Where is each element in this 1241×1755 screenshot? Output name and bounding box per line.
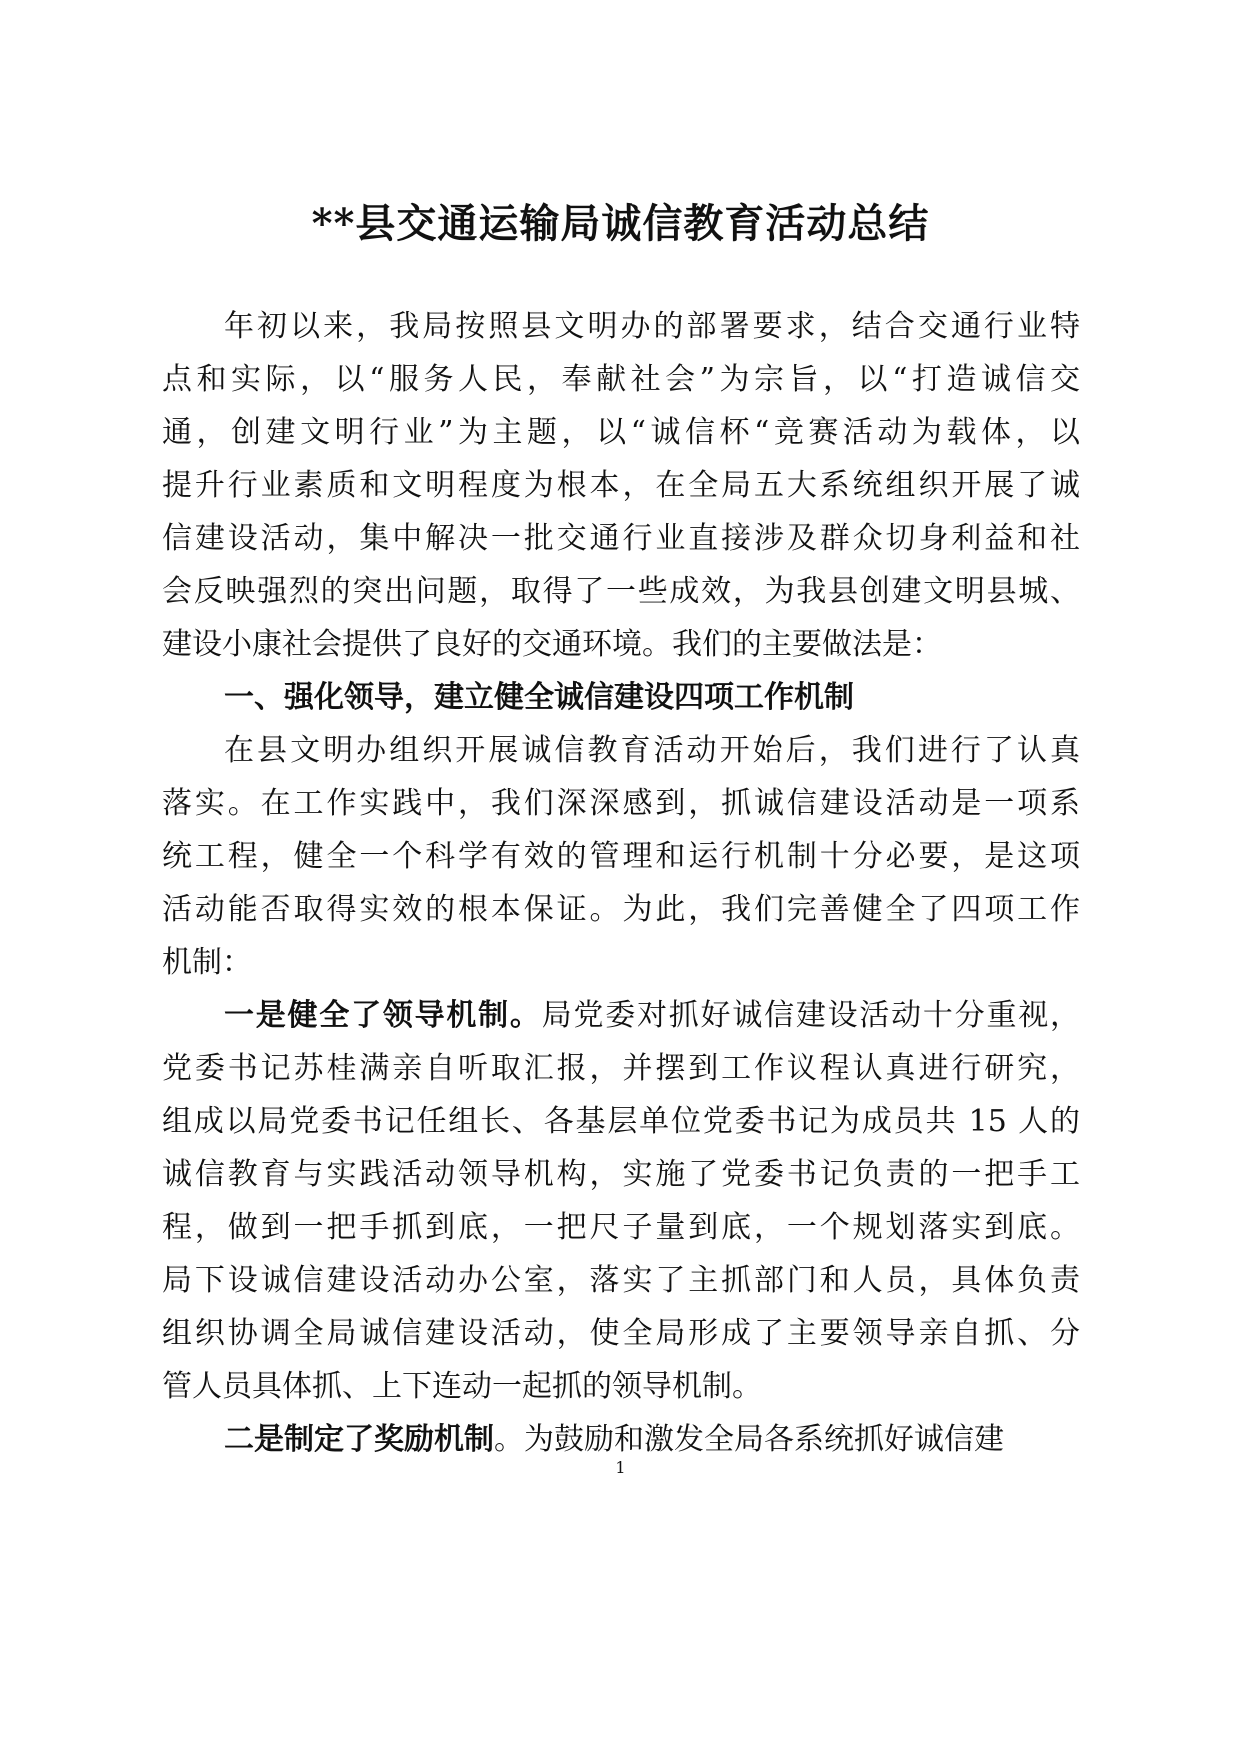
text-line (162, 724, 1080, 777)
text-line (162, 1095, 1080, 1148)
paragraph (162, 724, 1080, 989)
text-line (162, 353, 1080, 406)
text-line (162, 459, 1080, 512)
line-text: 一、强化领导，建立健全诚信建设四项工作机制 (224, 680, 854, 715)
page-number: 1 (615, 1458, 626, 1477)
line-text: 统工程，健全一个科学有效的管理和运行机制十分必要，是这项 (162, 839, 1080, 874)
line-text: 年初以来，我局按照县文明办的部署要求，结合交通行业特 (224, 309, 1080, 344)
text-line (162, 1201, 1080, 1254)
line-text: 党委书记苏桂满亲自听取汇报，并摆到工作议程认真进行研究， (162, 1051, 1080, 1086)
text-line (162, 1307, 1080, 1360)
text-line (162, 777, 1080, 830)
section-heading (162, 671, 1080, 724)
line-text: 在县文明办组织开展诚信教育活动开始后，我们进行了认真 (224, 733, 1080, 768)
line-text: 局党委对抓好诚信建设活动十分重视， (541, 998, 1081, 1033)
paragraph (162, 989, 1080, 1413)
text-line (162, 512, 1080, 565)
bold-lead: 一是健全了领导机制。 (224, 998, 542, 1033)
text-line (162, 1148, 1080, 1201)
document-title: **县交通运输局诚信教育活动总结 (311, 200, 930, 247)
line-text: 诚信教育与实践活动领导机构，实施了党委书记负责的一把手工 (162, 1157, 1080, 1192)
line-text: 通，创建文明行业”为主题，以“诚信杯“竞赛活动为载体，以 (162, 415, 1080, 450)
text-line (162, 1042, 1080, 1095)
line-text: 局下设诚信建设活动办公室，落实了主抓部门和人员，具体负责 (162, 1263, 1080, 1298)
line-text: 建设小康社会提供了良好的交通环境。我们的主要做法是： (162, 627, 942, 662)
paragraph (162, 300, 1080, 671)
text-line (162, 936, 1080, 989)
line-text: 组织协调全局诚信建设活动，使全局形成了主要领导亲自抓、分 (162, 1316, 1080, 1351)
document-body (162, 300, 1080, 1466)
text-line (162, 565, 1080, 618)
line-text: 点和实际，以“服务人民，奉献社会”为宗旨，以“打造诚信交 (162, 362, 1080, 397)
line-text: 。为鼓励和激发全局各系统抓好诚信建 (494, 1422, 1004, 1457)
text-line (162, 1360, 1080, 1413)
line-text: 程，做到一把手抓到底，一把尺子量到底，一个规划落实到底。 (162, 1210, 1080, 1245)
line-text: 会反映强烈的突出问题，取得了一些成效，为我县创建文明县城、 (162, 574, 1080, 609)
line-text: 机制： (162, 945, 252, 980)
text-line (162, 1254, 1080, 1307)
line-text: 活动能否取得实效的根本保证。为此，我们完善健全了四项工作 (162, 892, 1080, 927)
text-line (162, 883, 1080, 936)
text-line (162, 830, 1080, 883)
line-text: 信建设活动，集中解决一批交通行业直接涉及群众切身利益和社 (162, 521, 1080, 556)
text-line (162, 671, 1080, 724)
text-line (162, 989, 1080, 1042)
text-line (162, 406, 1080, 459)
line-text: 提升行业素质和文明程度为根本，在全局五大系统组织开展了诚 (162, 468, 1080, 503)
text-line (162, 300, 1080, 353)
line-text: 管人员具体抓、上下连动一起抓的领导机制。 (162, 1369, 762, 1404)
line-text: 落实。在工作实践中，我们深深感到，抓诚信建设活动是一项系 (162, 786, 1080, 821)
text-line (162, 618, 1080, 671)
line-text: 组成以局党委书记任组长、各基层单位党委书记为成员共 15 人的 (162, 1104, 1080, 1139)
bold-lead: 二是制定了奖励机制 (224, 1422, 494, 1457)
